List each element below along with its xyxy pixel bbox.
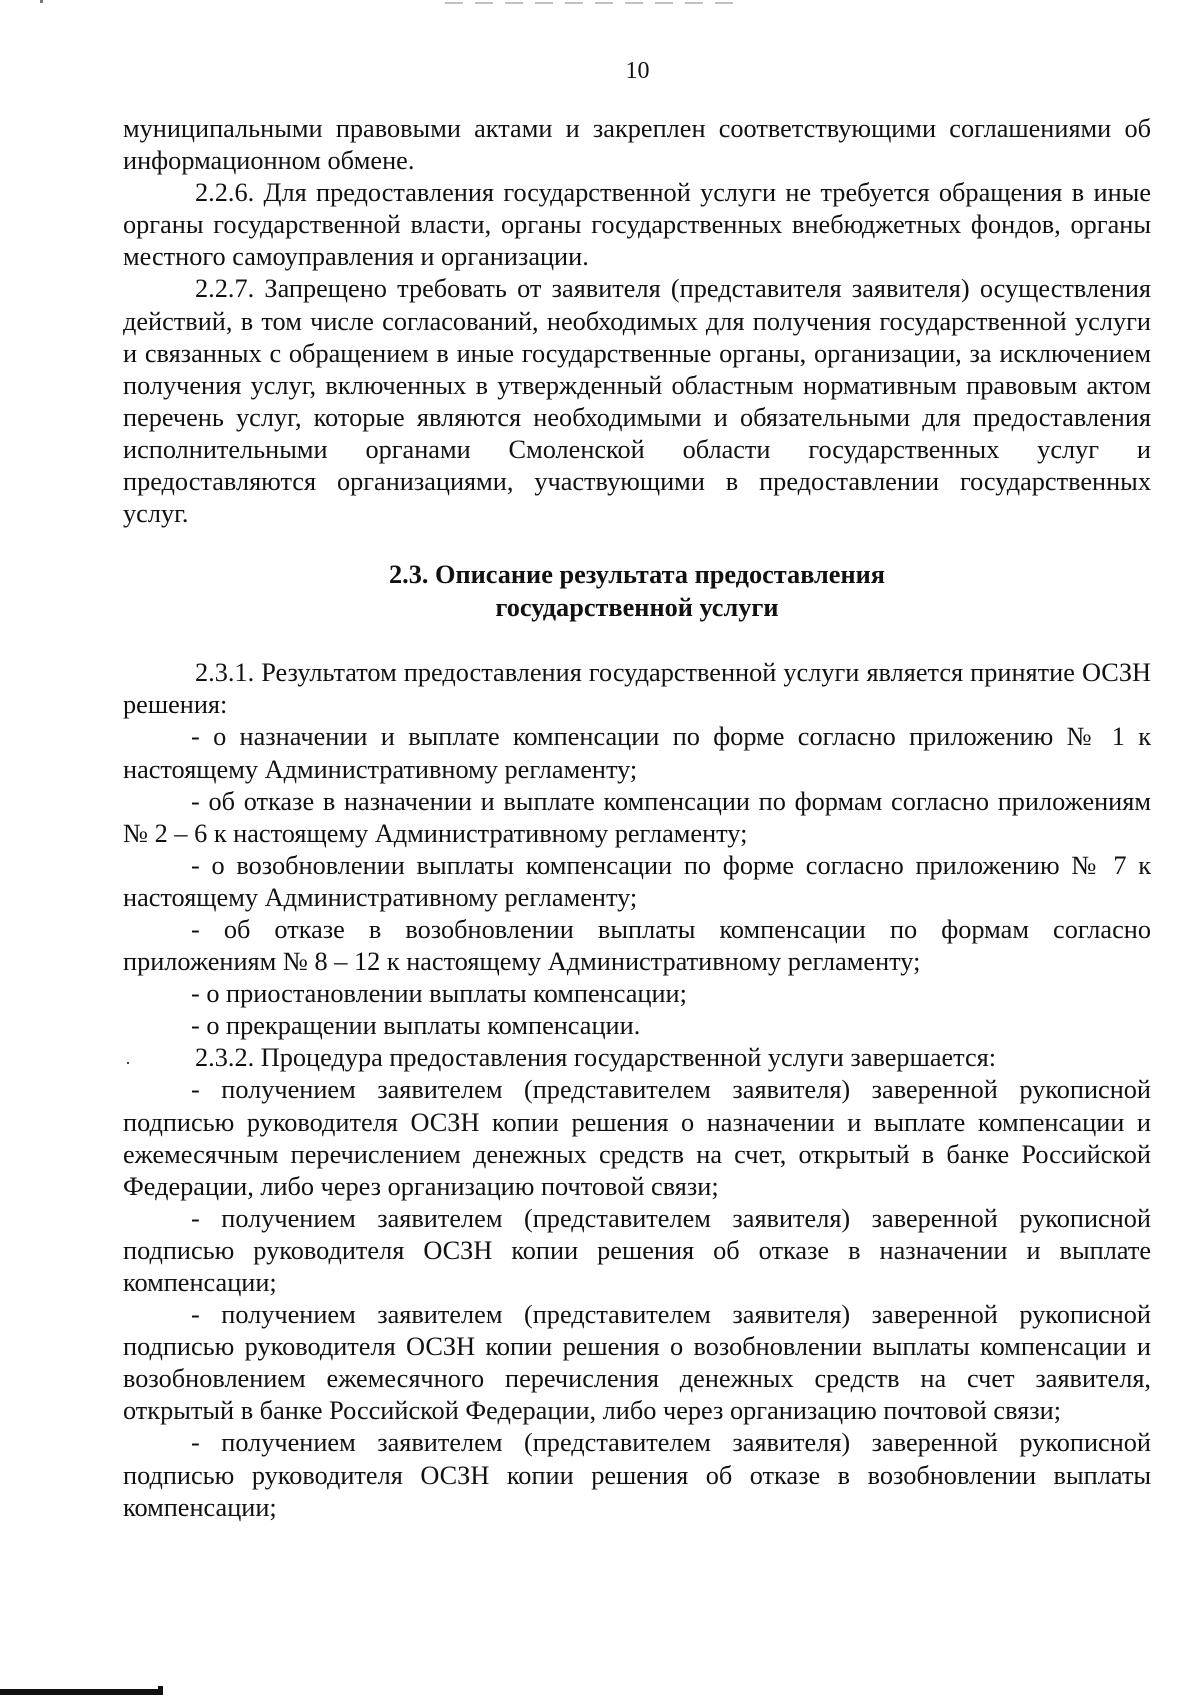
scan-artifact-bottom-bar: [0, 1689, 160, 1695]
page-number: 10: [625, 58, 650, 84]
paragraph: - об отказе в возобновлении выплаты компенсации по формам согласно приложениям № 8 – 12 к настоящему Административному регламенту;: [123, 914, 1151, 977]
paragraph: 2.2.7. Запрещено требовать от заявителя (представителя заявителя) осуществления действий, в том числе согласований, необходимых для получения государственной услуги и связанных с обращением в иные государственные органы, организации, за исключением получения услуг, включенных в утвержденный областным нормативным правовым актом перечень услуг, которые являются необходимыми и обязательными для предоставления исполнительными органами Смоленской области государственных услуг и предоставляются организациями, участвующими в предоставлении государственных услуг.: [123, 274, 1151, 529]
scan-artifact-dot: [127, 1062, 129, 1064]
paragraph: муниципальными правовыми актами и закреплен соответствующими соглашениями об информационном обмене.: [123, 114, 1151, 176]
scan-artifact-corner: [40, 0, 43, 3]
paragraph: 2.3.2. Процедура предоставления государственной услуги завершается:: [195, 1043, 997, 1073]
document-body: [123, 113, 1151, 1524]
paragraph: - получением заявителем (представителем заявителя) заверенной рукописной подписью руководителя ОСЗН копии решения об отказе в назначении и выплате компенсации;: [123, 1203, 1151, 1297]
paragraphs-after-heading: [123, 657, 1151, 1524]
paragraph: - получением заявителем (представителем заявителя) заверенной рукописной подписью руководителя ОСЗН копии решения о назначении и выплате компенсации и ежемесячным перечислением денежных средств на счет, открытый в банке Российской Федерации, либо через организацию почтовой связи;: [123, 1075, 1151, 1201]
paragraph: 2.3.1. Результатом предоставления государственной услуги является принятие ОСЗН решения:: [123, 658, 1151, 720]
paragraph: - об отказе в назначении и выплате компенсации по формам согласно приложениям № 2 – 6 к настоящему Административному регламенту;: [123, 786, 1151, 848]
paragraphs-before-heading: [123, 113, 1151, 530]
section-heading-line-2: государственной услуги: [495, 593, 779, 623]
paragraph: - получением заявителем (представителем заявителя) заверенной рукописной подписью руководителя ОСЗН копии решения о возобновлении выплаты компенсации и возобновлением ежемесячного перечисления денежных средств на счет заявителя, открытый в банке Российской Федерации, либо через организацию почтовой связи;: [123, 1300, 1151, 1426]
paragraph: - о прекращении выплаты компенсации.: [191, 1011, 641, 1041]
paragraph: - о приостановлении выплаты компенсации;: [191, 979, 687, 1009]
paragraph: - получением заявителем (представителем заявителя) заверенной рукописной подписью руководителя ОСЗН копии решения об отказе в возобновлении выплаты компенсации;: [123, 1428, 1151, 1522]
paragraph: - о назначении и выплате компенсации по форме согласно приложению № 1 к настоящему Административному регламенту;: [123, 722, 1151, 784]
paragraph: - о возобновлении выплаты компенсации по форме согласно приложению № 7 к настоящему Административному регламенту;: [123, 850, 1151, 912]
paragraph: 2.2.6. Для предоставления государственной услуги не требуется обращения в иные органы государственной власти, органы государственных внебюджетных фондов, органы местного самоуправления и организации.: [123, 178, 1151, 272]
scan-artifact-bottom-tick: [158, 1686, 163, 1695]
section-heading-line-1: 2.3. Описание результата предоставления: [388, 560, 886, 590]
section-heading: [123, 558, 1151, 624]
scan-artifact-top: [445, 2, 745, 4]
